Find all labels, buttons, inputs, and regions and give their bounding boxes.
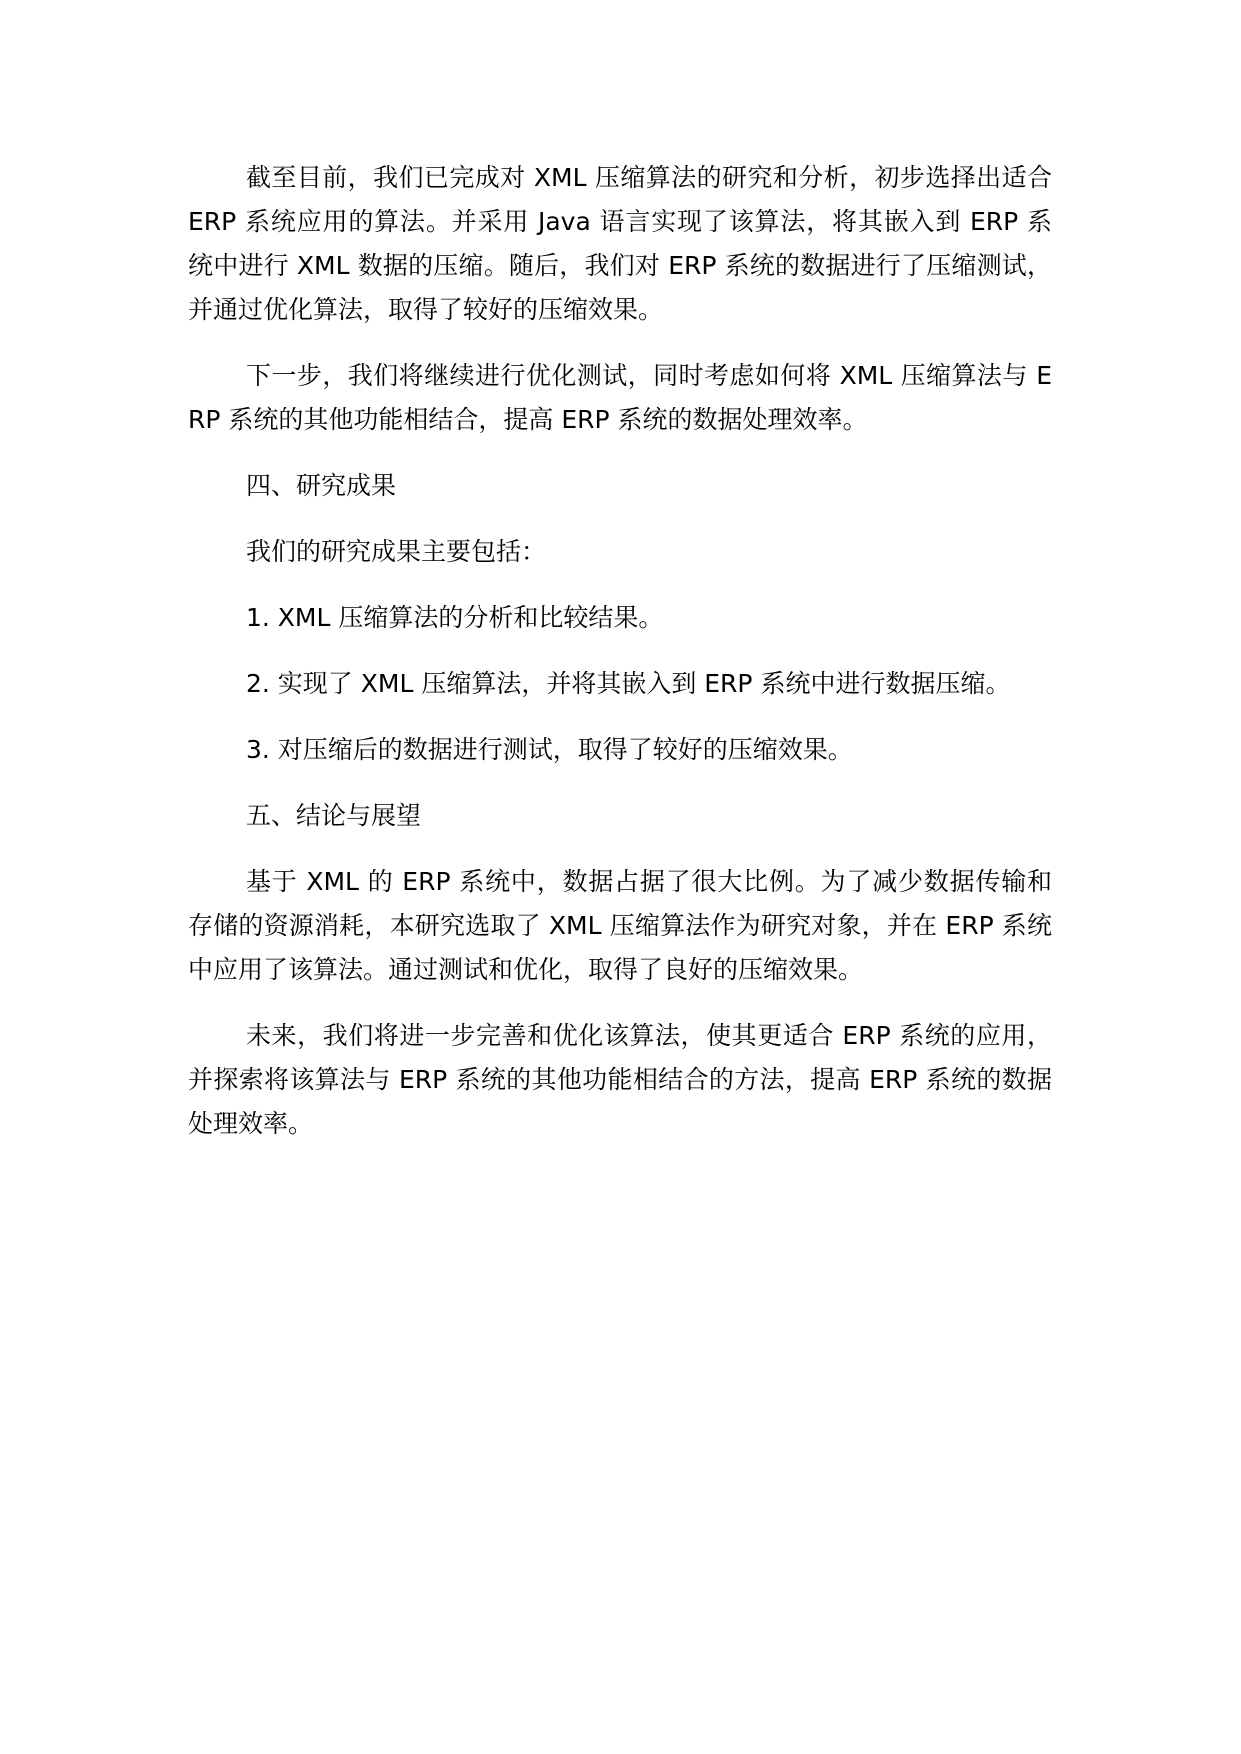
document-body	[188, 156, 1052, 1168]
section-heading-results: 四、研究成果	[246, 471, 397, 500]
section-heading-conclusion: 五、结论与展望	[246, 801, 422, 830]
paragraph-progress: 截至目前，我们已完成对 XML 压缩算法的研究和分析，初步选择出适合 ERP 系统应用的算法。并采用 Java 语言实现了该算法，将其嵌入到 ERP 系统中进行 XML 数据的压缩。随后，我们对 ERP 系统的数据进行了压缩测试，并通过优化算法，取得了较好的压缩效果。	[188, 163, 1052, 324]
paragraph-conclusion: 基于 XML 的 ERP 系统中，数据占据了很大比例。为了减少数据传输和存储的资源消耗，本研究选取了 XML 压缩算法作为研究对象，并在 ERP 系统中应用了该算法。通过测试和优化，取得了良好的压缩效果。	[188, 867, 1052, 984]
results-intro: 我们的研究成果主要包括：	[246, 537, 547, 566]
results-list-item: 3. 对压缩后的数据进行测试，取得了较好的压缩效果。	[246, 735, 853, 764]
results-list-item: 1. XML 压缩算法的分析和比较结果。	[246, 603, 664, 632]
paragraph-outlook: 未来，我们将进一步完善和优化该算法，使其更适合 ERP 系统的应用，并探索将该算法与 ERP 系统的其他功能相结合的方法，提高 ERP 系统的数据处理效率。	[188, 1021, 1052, 1138]
results-list-item: 2. 实现了 XML 压缩算法，并将其嵌入到 ERP 系统中进行数据压缩。	[246, 669, 1011, 698]
paragraph-next-step: 下一步，我们将继续进行优化测试，同时考虑如何将 XML 压缩算法与 ERP 系统的其他功能相结合，提高 ERP 系统的数据处理效率。	[188, 361, 1052, 434]
